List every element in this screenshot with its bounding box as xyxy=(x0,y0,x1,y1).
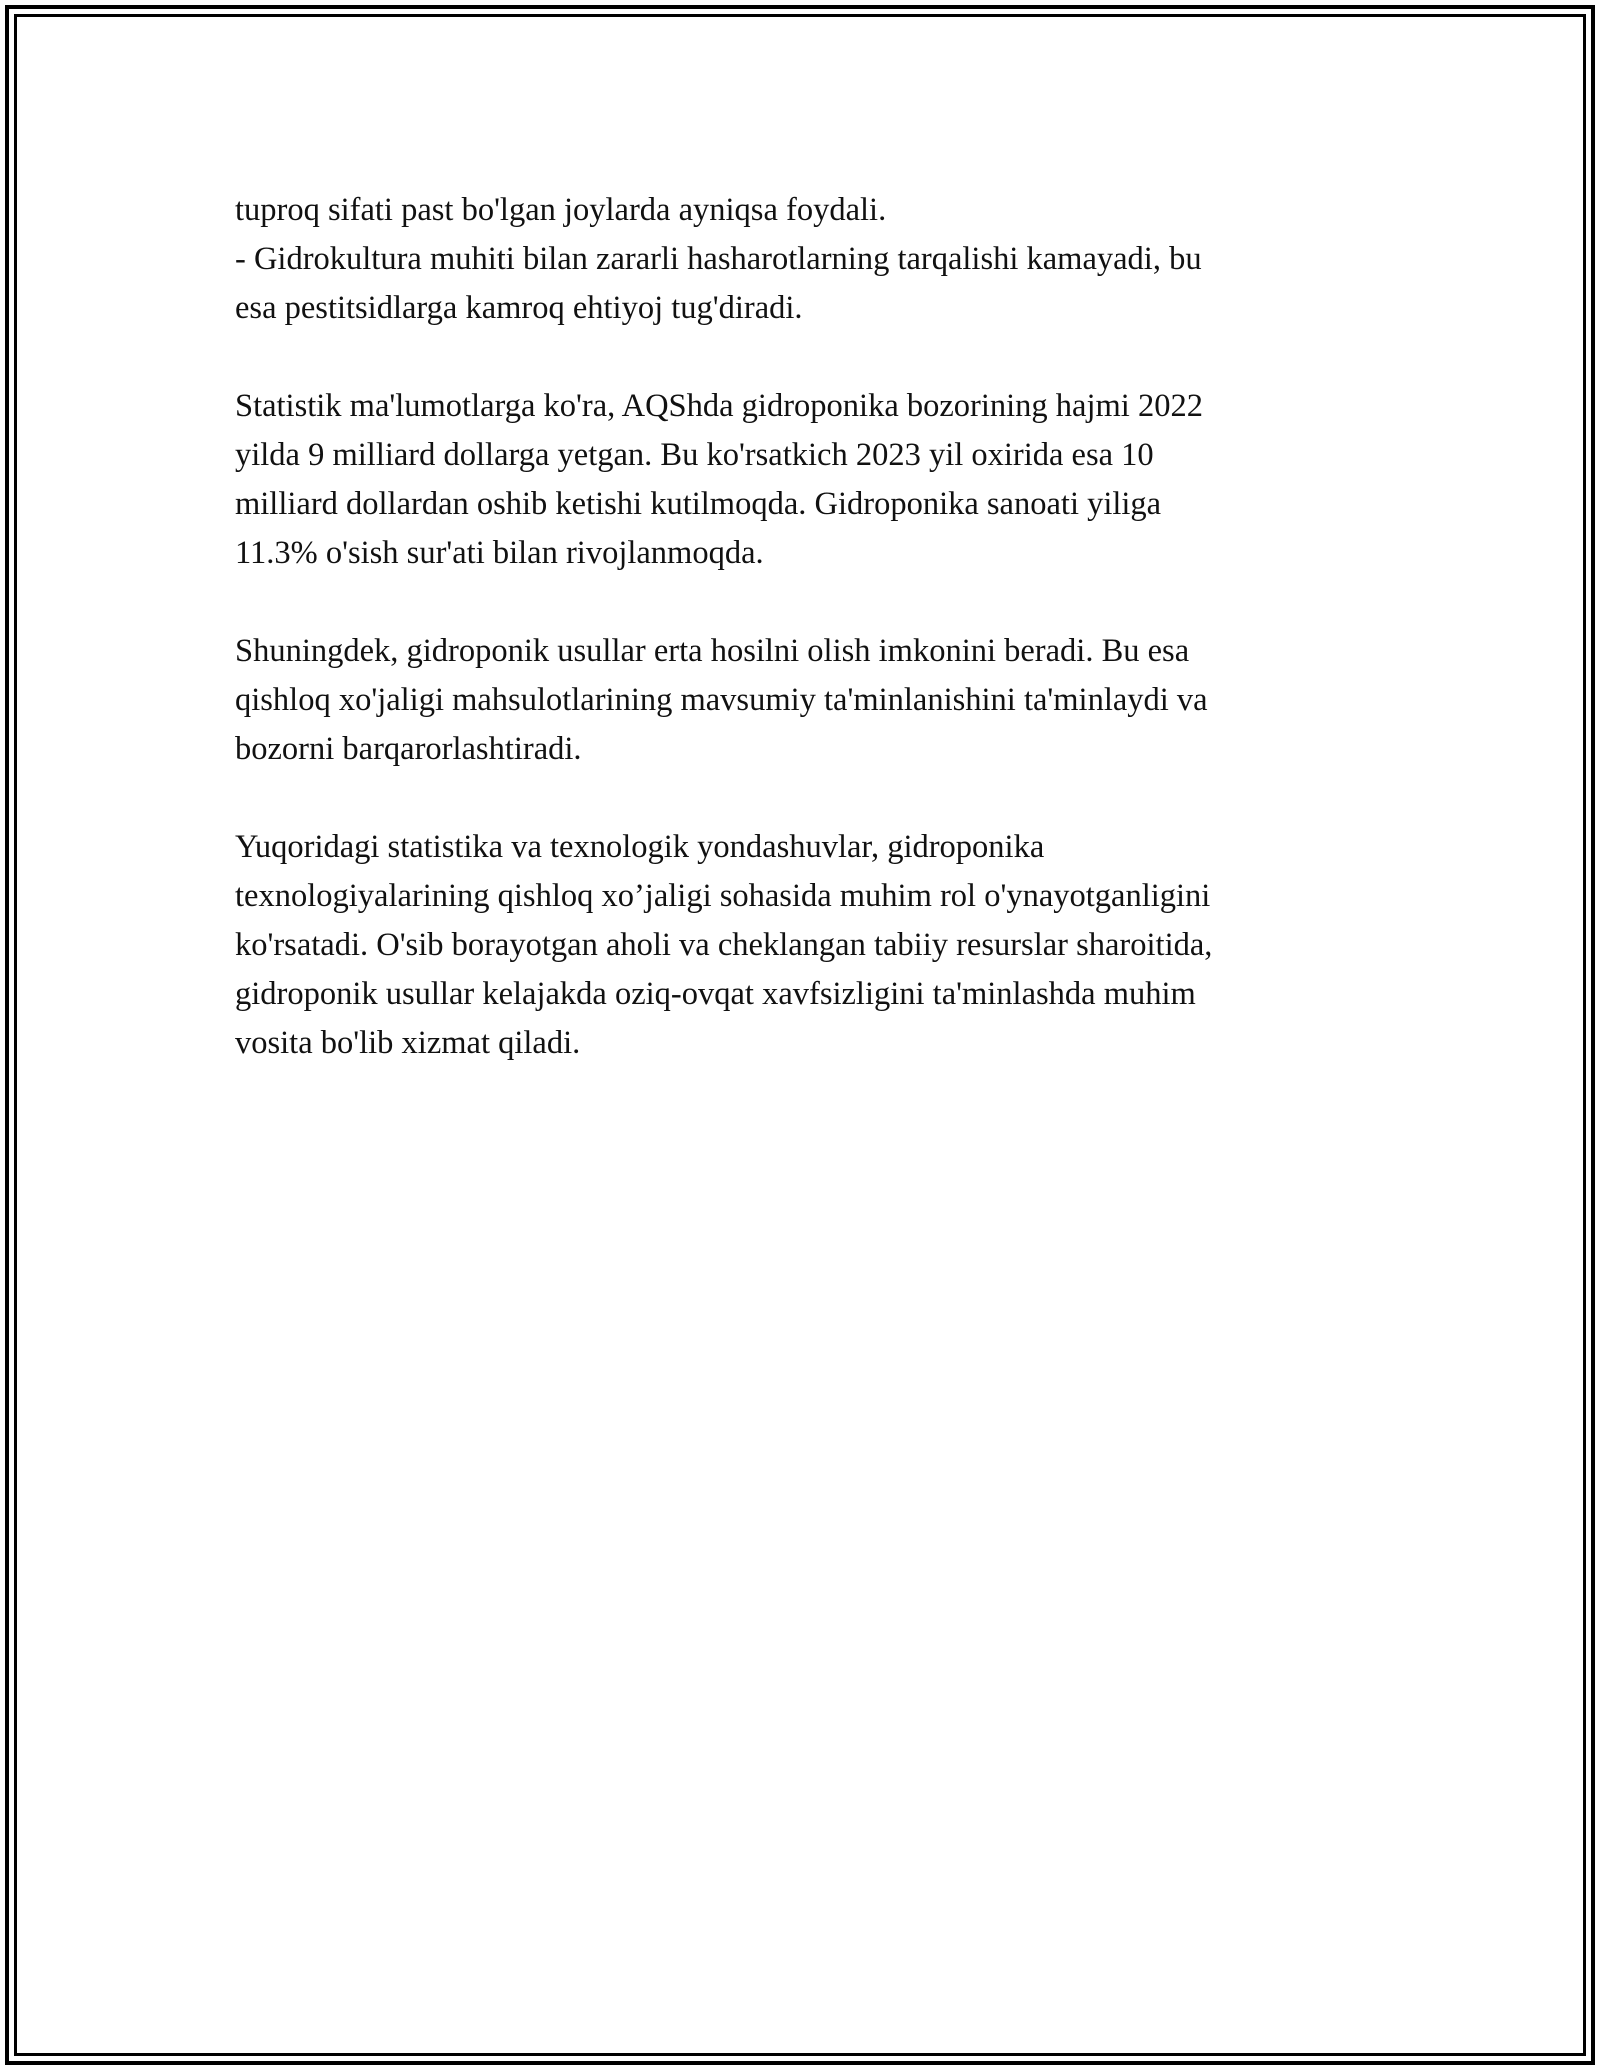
document-body xyxy=(235,186,1365,1068)
paragraph-market-statistics: Statistik ma'lumotlarga ko'ra, AQShda gidroponika bozorining hajmi 2022 yilda 9 milliard dollarga yetgan. Bu ko'rsatkich 2023 yil oxirida esa 10 milliard dollardan oshib ketishi kutilmoqda. Gidroponika sanoati yiliga 11.3% o'sish sur'ati bilan rivojlanmoqda. xyxy=(235,388,1203,571)
paragraph-benefits-continued: tuproq sifati past bo'lgan joylarda ayniqsa foydali. - Gidrokultura muhiti bilan zararli hasharotlarning tarqalishi kamayadi, bu esa pestitsidlarga kamroq ehtiyoj tug'diradi. xyxy=(235,192,1202,326)
paragraph-conclusion: Yuqoridagi statistika va texnologik yondashuvlar, gidroponika texnologiyalarining qishloq xo’jaligi sohasida muhim rol o'ynayotganligini ko'rsatadi. O'sib borayotgan aholi va cheklangan tabiiy resurslar sharoitida, gidroponik usullar kelajakda oziq-ovqat xavfsizligini ta'minlashda muhim vosita bo'lib xizmat qiladi. xyxy=(235,829,1213,1061)
paragraph-early-harvest: Shuningdek, gidroponik usullar erta hosilni olish imkonini beradi. Bu esa qishloq xo'jaligi mahsulotlarining mavsumiy ta'minlanishini ta'minlaydi va bozorni barqarorlashtiradi. xyxy=(235,633,1208,767)
